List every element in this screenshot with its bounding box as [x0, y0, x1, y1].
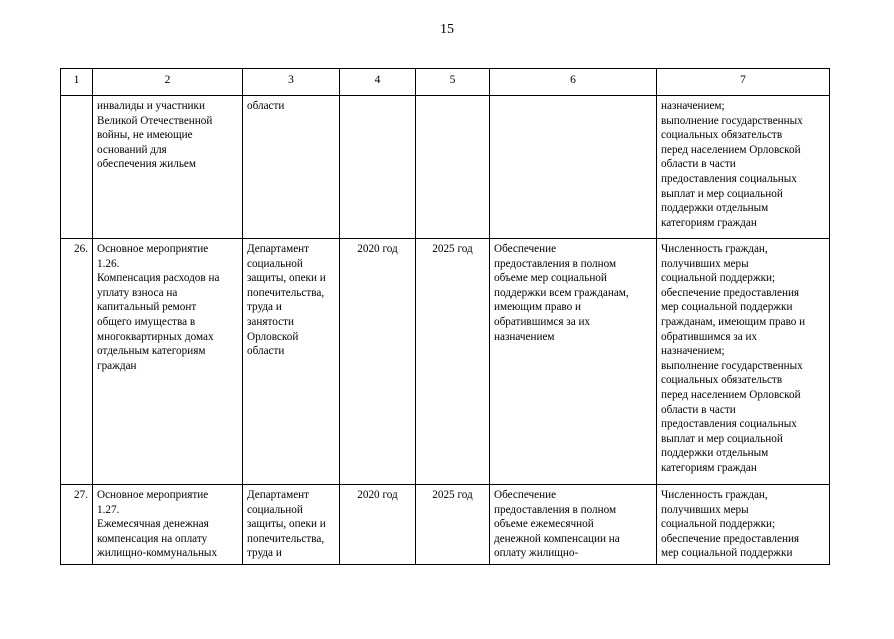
cell-text-line: социальной поддержки; — [661, 518, 776, 531]
cell-text-line: области — [247, 345, 285, 358]
activity-name-cell — [93, 239, 243, 485]
row-number — [61, 96, 93, 239]
cell-text-line: обратившимся за их — [494, 315, 591, 328]
cell-text-line: получивших меры — [661, 257, 749, 270]
cell-text-line: перед населением Орловской — [661, 388, 801, 401]
activity-name-cell — [93, 485, 243, 565]
cell-text-line: занятости — [247, 315, 294, 328]
cell-text-line: гражданам, имеющим право и — [661, 315, 806, 328]
table-row — [61, 485, 830, 565]
cell-text-line: имеющим право и — [494, 301, 581, 314]
page-number: 15 — [440, 22, 454, 37]
cell-text-line: защиты, опеки и — [247, 518, 326, 531]
program-activities-table — [60, 68, 830, 565]
cell-text-line: назначением; — [661, 100, 725, 112]
cell-text-line: Основное мероприятие — [97, 489, 209, 501]
cell-text-line: оснований для — [97, 143, 167, 156]
cell-text-line: поддержки всем гражданам, — [494, 286, 629, 299]
column-header: 6 — [490, 69, 657, 96]
start-year-cell — [340, 96, 416, 239]
cell-text-line: выплат и мер социальной — [661, 187, 783, 200]
cell-text-line: мер социальной поддержки — [661, 301, 793, 314]
cell-text-line: 1.27. — [97, 503, 120, 516]
column-header: 1 — [61, 69, 93, 96]
table-row — [61, 239, 830, 485]
cell-text-line: защиты, опеки и — [247, 272, 326, 285]
executor-cell — [243, 239, 340, 485]
cell-text-line: области в части — [661, 158, 736, 171]
column-number-row — [61, 69, 830, 96]
cell-text-line: поддержки отдельным — [661, 447, 769, 460]
expected-result-cell — [490, 239, 657, 485]
cell-text-line: труда и — [247, 547, 282, 560]
cell-text-line: Обеспечение — [494, 243, 557, 255]
end-year-cell: 2025 год — [416, 485, 490, 565]
row-number: 26. — [61, 239, 93, 485]
indicator-cell — [657, 239, 830, 485]
cell-text-line: отдельным категориям — [97, 345, 206, 358]
cell-text-line: получивших меры — [661, 503, 749, 516]
cell-text-line: инвалиды и участники — [97, 100, 205, 112]
cell-text-line: социальных обязательств — [661, 374, 783, 387]
cell-text-line: объеме мер социальной — [494, 272, 607, 285]
cell-text-line: выплат и мер социальной — [661, 432, 783, 445]
cell-text-line: Департамент — [247, 243, 310, 255]
cell-text-line: предоставления социальных — [661, 418, 797, 431]
cell-text-line: выполнение государственных — [661, 359, 803, 372]
cell-text-line: социальной поддержки; — [661, 272, 776, 285]
cell-text-line: войны, не имеющие — [97, 129, 193, 142]
cell-text-line: Компенсация расходов на — [97, 272, 220, 285]
executor-cell — [243, 96, 340, 239]
cell-text-line: обратившимся за их — [661, 330, 758, 343]
cell-text-line: объеме ежемесячной — [494, 518, 594, 531]
cell-text-line: Основное мероприятие — [97, 243, 209, 255]
cell-text-line: 1.26. — [97, 257, 120, 270]
cell-text-line: Численность граждан, — [661, 243, 768, 255]
cell-text-line: социальных обязательств — [661, 129, 783, 142]
cell-text-line: попечительства, — [247, 286, 325, 299]
executor-cell — [243, 485, 340, 565]
cell-text-line: области — [247, 100, 285, 112]
cell-text-line: труда и — [247, 301, 282, 314]
cell-text-line: компенсация на оплату — [97, 532, 208, 545]
cell-text-line: Ежемесячная денежная — [97, 518, 209, 531]
end-year-cell: 2025 год — [416, 239, 490, 485]
cell-text-line: Обеспечение — [494, 489, 557, 501]
row-number: 27. — [61, 485, 93, 565]
cell-text-line: уплату взноса на — [97, 286, 178, 299]
column-header: 3 — [243, 69, 340, 96]
end-year-cell — [416, 96, 490, 239]
cell-text-line: области в части — [661, 403, 736, 416]
cell-text-line: Великой Отечественной — [97, 114, 213, 127]
cell-text-line: обеспечение предоставления — [661, 532, 800, 545]
cell-text-line: Департамент — [247, 489, 310, 501]
indicator-cell — [657, 485, 830, 565]
cell-text-line: капитальный ремонт — [97, 301, 197, 314]
cell-text-line: поддержки отдельным — [661, 202, 769, 215]
cell-text-line: граждан — [97, 359, 137, 372]
indicator-cell — [657, 96, 830, 239]
cell-text-line: обеспечения жильем — [97, 158, 196, 171]
cell-text-line: попечительства, — [247, 532, 325, 545]
start-year-cell: 2020 год — [340, 239, 416, 485]
activity-name-cell — [93, 96, 243, 239]
cell-text-line: мер социальной поддержки — [661, 547, 793, 560]
column-header: 7 — [657, 69, 830, 96]
table-row — [61, 96, 830, 239]
cell-text-line: выполнение государственных — [661, 114, 803, 127]
cell-text-line: перед населением Орловской — [661, 143, 801, 156]
cell-text-line: предоставления в полном — [494, 503, 617, 516]
cell-text-line: назначением; — [661, 345, 725, 358]
cell-text-line: предоставления в полном — [494, 257, 617, 270]
column-header: 4 — [340, 69, 416, 96]
cell-text-line: Орловской — [247, 330, 299, 343]
cell-text-line: жилищно-коммунальных — [97, 547, 218, 560]
cell-text-line: назначением — [494, 330, 555, 343]
column-header: 5 — [416, 69, 490, 96]
cell-text-line: предоставления социальных — [661, 172, 797, 185]
cell-text-line: социальной — [247, 257, 303, 270]
cell-text-line: денежной компенсации на — [494, 532, 620, 545]
cell-text-line: категориям граждан — [661, 216, 757, 229]
start-year-cell: 2020 год — [340, 485, 416, 565]
cell-text-line: социальной — [247, 503, 303, 516]
cell-text-line: Численность граждан, — [661, 489, 768, 501]
cell-text-line: обеспечение предоставления — [661, 286, 800, 299]
column-header: 2 — [93, 69, 243, 96]
cell-text-line: общего имущества в — [97, 315, 196, 328]
cell-text-line: категориям граждан — [661, 461, 757, 474]
expected-result-cell — [490, 96, 657, 239]
cell-text-line: многоквартирных домах — [97, 330, 214, 343]
expected-result-cell — [490, 485, 657, 565]
cell-text-line: оплату жилищно- — [494, 547, 579, 560]
